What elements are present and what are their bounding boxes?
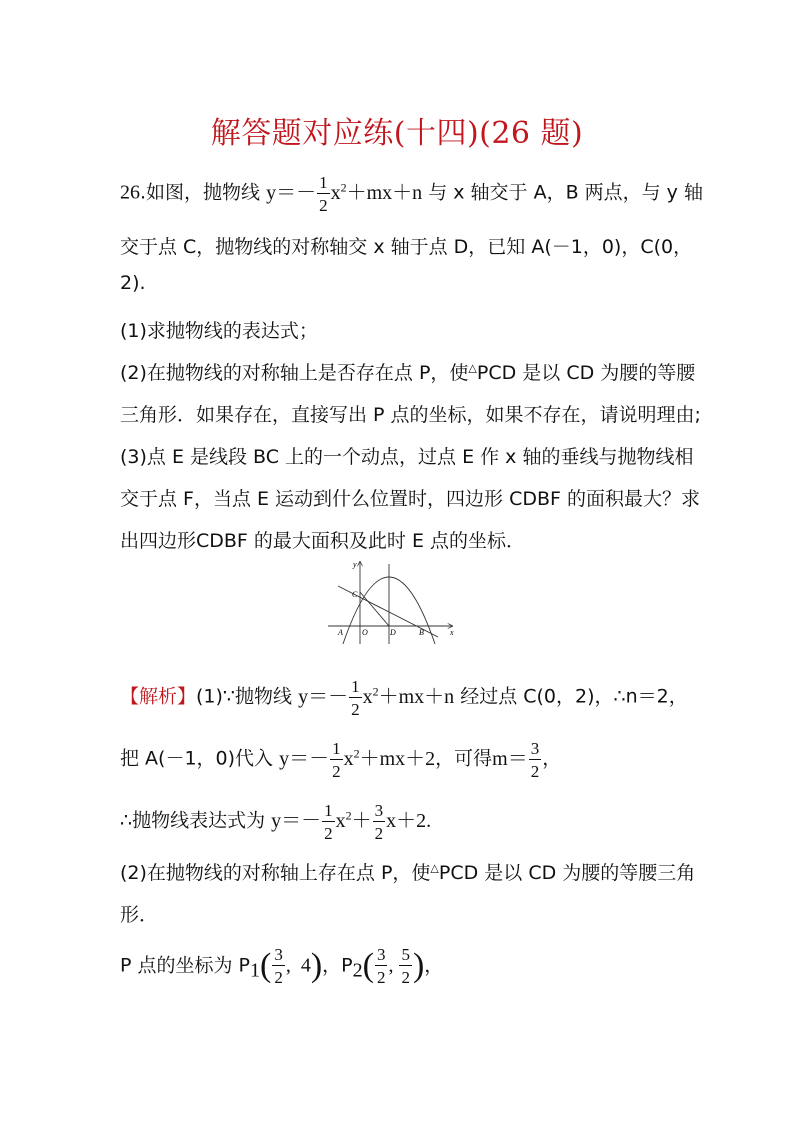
solution-tag: 【解析】 [120,685,197,708]
solution-text: 经过点 C(0，2)，∴n＝2， [460,685,688,708]
label-a: A [338,628,343,637]
question-3-cont-2: 出四边形CDBF 的最大面积及此时 E 点的坐标． [120,530,525,552]
solution-text: P 点的坐标为 P [120,954,250,977]
question-text: (2)在抛物线的对称轴上是否存在点 P，使 [120,362,469,384]
question-1: (1)求抛物线的表达式； [120,320,318,342]
question-3-cont: 交于点 F，当点 E 运动到什么位置时，四边形 CDBF 的面积最大？求 [120,488,700,510]
solution-text: (1)∵抛物线 [196,685,293,708]
triangle-icon: △ [468,361,477,375]
triangle-icon: △ [430,861,439,875]
label-y: y [353,560,357,569]
question-3: (3)点 E 是线段 BC 上的一个动点，过点 E 作 x 轴的垂线与抛物线相 [120,446,694,468]
final-equation: y＝－ $\frac{1}{2}$ $x^2+$ $\frac{3}{2}$ x＋2. [271,801,432,843]
solution-line-5: 形． [120,904,159,926]
label-c: C [352,590,358,599]
solution-line-6: P 点的坐标为 $P_1$( $\frac{3}{2}$ , 4)，$P_2$( $\frac{3}{2}$ , $\frac{5}{2}$ )， [120,945,444,987]
question-2 [120,358,695,385]
solution-text: ∴抛物线表达式为 [120,809,266,832]
solution-text: 把 A(－1，0)代入 [120,747,274,770]
solution-line-4 [120,858,695,885]
m-value: m＝ $\frac{3}{2}$ [492,739,540,781]
solution-text: ， [424,954,444,977]
solution-line-1 [120,678,688,718]
solution-text: (2)在抛物线的对称轴上存在点 P，使 [120,862,431,884]
label-x: x [450,628,454,637]
parabola-figure [326,556,458,648]
question-text: PCD 是以 CD 为腰的等腰 [476,362,696,384]
parabola-equation: y＝－ $\frac{1}{2}$ $x^2+mx+n$ [266,173,423,215]
equation: y＝－ $\frac{1}{2}$ $x^2+mx+2$ [279,739,436,781]
question-2-cont: 三角形．如果存在，直接写出 P 点的坐标，如果不存在，请说明理由; [120,404,701,426]
problem-line-2: 交于点 C，抛物线的对称轴交 x 轴于点 D，已知 A(－1，0)，C(0， [120,236,693,258]
problem-text: .如图，抛物线 [140,181,261,204]
problem-line-1 [120,174,703,214]
label-b: B [419,628,424,637]
label-o: O [362,628,368,637]
problem-text: 与 x 轴交于 A，B 两点，与 y 轴 [428,181,703,204]
label-d: D [390,628,396,637]
parabola-equation: y＝－ $\frac{1}{2}$ $x^2+mx+n$ [298,677,455,719]
page-title: 解答题对应练(十四)(26 题) [210,116,584,151]
solution-text: PCD 是以 CD 为腰的等腰三角 [438,862,696,884]
solution-line-3 [120,802,431,842]
solution-text: ，可得 [435,747,493,770]
problem-number: 26 [120,181,140,204]
solution-line-2: 把 A(－1，0)代入 y＝－ $\frac{1}{2}$ $x^2+mx+2$，可得m＝ $\frac{3}{2}$ ， [120,739,562,781]
solution-text: ，P [322,954,353,977]
segment-cd [360,592,389,626]
problem-line-3: 2). [120,272,146,294]
